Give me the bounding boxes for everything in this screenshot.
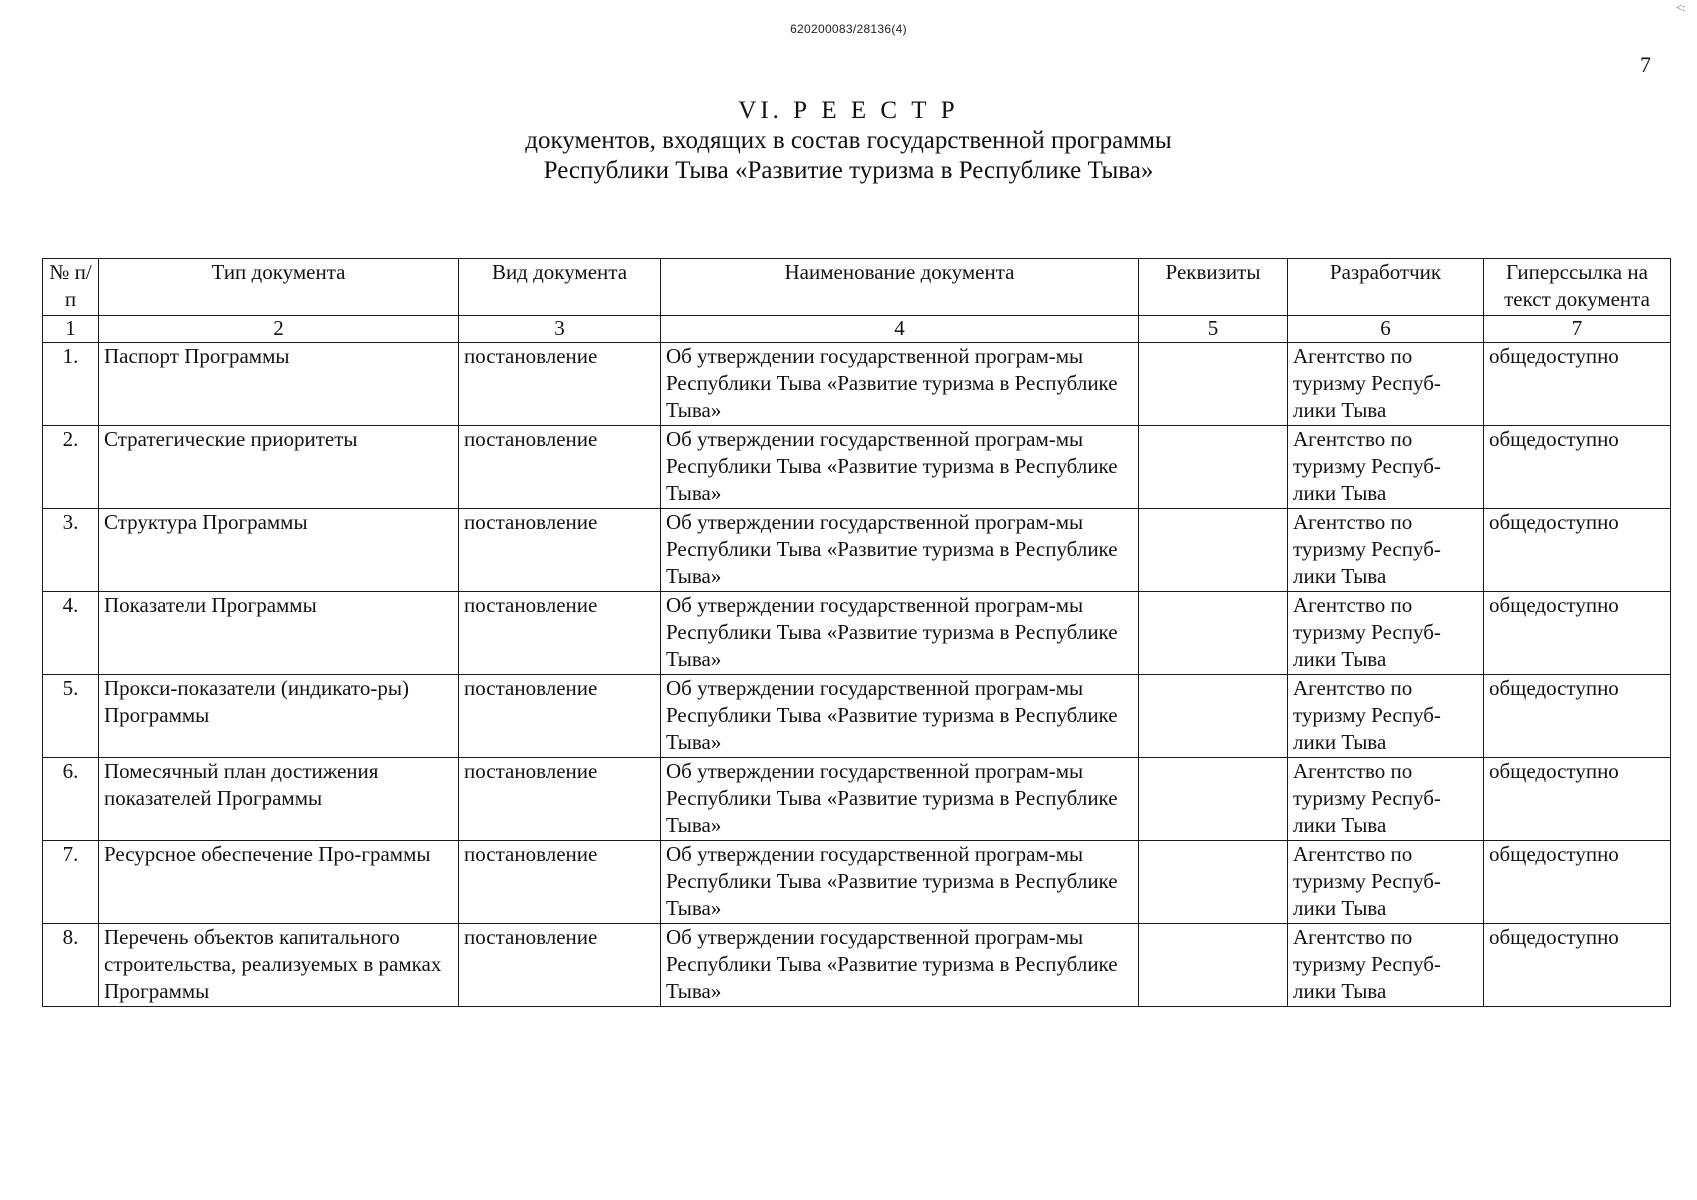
scan-mark: <:	[1676, 2, 1686, 14]
doc-name-cell: Об утверждении государственной програм-мы Республики Тыва «Развитие туризма в Республике Тыва»	[661, 509, 1139, 592]
column-number: 6	[1288, 316, 1484, 343]
row-number: 4.	[43, 592, 99, 675]
hyperlink-cell: общедоступно	[1484, 592, 1671, 675]
table-row	[43, 509, 1671, 592]
requisites-cell	[1139, 675, 1288, 758]
doc-kind-cell: постановление	[459, 924, 661, 1007]
requisites-cell	[1139, 841, 1288, 924]
table-row	[43, 592, 1671, 675]
hyperlink-cell: общедоступно	[1484, 675, 1671, 758]
header-number: № п/п	[43, 259, 99, 316]
doc-type-cell: Показатели Программы	[99, 592, 459, 675]
table-row	[43, 841, 1671, 924]
header-doc-kind: Вид документа	[459, 259, 661, 316]
row-number: 7.	[43, 841, 99, 924]
doc-kind-cell: постановление	[459, 675, 661, 758]
doc-type-cell: Стратегические приоритеты	[99, 426, 459, 509]
title-subline-2: Республики Тыва «Развитие туризма в Республике Тыва»	[543, 157, 1154, 184]
document-title	[0, 96, 1697, 186]
document-id: 620200083/28136(4)	[790, 22, 907, 36]
doc-type-cell: Паспорт Программы	[99, 343, 459, 426]
header-doc-name: Наименование документа	[661, 259, 1139, 316]
row-number: 5.	[43, 675, 99, 758]
title-heading: VI. Р Е Е С Т Р	[738, 97, 959, 124]
doc-type-cell: Структура Программы	[99, 509, 459, 592]
column-number-row	[43, 316, 1671, 343]
row-number: 3.	[43, 509, 99, 592]
doc-kind-cell: постановление	[459, 426, 661, 509]
header-hyperlink: Гиперссылка на текст документа	[1484, 259, 1671, 316]
developer-cell: Агентство по туризму Респуб-лики Тыва	[1288, 592, 1484, 675]
table-row	[43, 426, 1671, 509]
doc-name-cell: Об утверждении государственной програм-мы Республики Тыва «Развитие туризма в Республике Тыва»	[661, 841, 1139, 924]
doc-type-cell: Помесячный план достижения показателей Программы	[99, 758, 459, 841]
title-subline-1: документов, входящих в состав государственной программы	[525, 127, 1172, 154]
hyperlink-cell: общедоступно	[1484, 758, 1671, 841]
column-number: 7	[1484, 316, 1671, 343]
developer-cell: Агентство по туризму Респуб-лики Тыва	[1288, 343, 1484, 426]
registry-table	[42, 258, 1671, 1007]
column-number: 5	[1139, 316, 1288, 343]
hyperlink-cell: общедоступно	[1484, 343, 1671, 426]
table-row	[43, 758, 1671, 841]
doc-name-cell: Об утверждении государственной програм-мы Республики Тыва «Развитие туризма в Республике Тыва»	[661, 343, 1139, 426]
developer-cell: Агентство по туризму Респуб-лики Тыва	[1288, 841, 1484, 924]
requisites-cell	[1139, 509, 1288, 592]
developer-cell: Агентство по туризму Респуб-лики Тыва	[1288, 924, 1484, 1007]
hyperlink-cell: общедоступно	[1484, 841, 1671, 924]
doc-name-cell: Об утверждении государственной програм-мы Республики Тыва «Развитие туризма в Республике Тыва»	[661, 675, 1139, 758]
page-number: 7	[1640, 52, 1651, 77]
header-doc-type: Тип документа	[99, 259, 459, 316]
developer-cell: Агентство по туризму Респуб-лики Тыва	[1288, 675, 1484, 758]
requisites-cell	[1139, 758, 1288, 841]
row-number: 1.	[43, 343, 99, 426]
developer-cell: Агентство по туризму Респуб-лики Тыва	[1288, 509, 1484, 592]
column-number: 4	[661, 316, 1139, 343]
doc-kind-cell: постановление	[459, 509, 661, 592]
doc-name-cell: Об утверждении государственной програм-мы Республики Тыва «Развитие туризма в Республике Тыва»	[661, 924, 1139, 1007]
table-row	[43, 675, 1671, 758]
table-row	[43, 924, 1671, 1007]
column-number: 3	[459, 316, 661, 343]
doc-type-cell: Ресурсное обеспечение Про-граммы	[99, 841, 459, 924]
doc-name-cell: Об утверждении государственной програм-мы Республики Тыва «Развитие туризма в Республике Тыва»	[661, 592, 1139, 675]
hyperlink-cell: общедоступно	[1484, 426, 1671, 509]
column-number: 2	[99, 316, 459, 343]
header-developer: Разработчик	[1288, 259, 1484, 316]
hyperlink-cell: общедоступно	[1484, 924, 1671, 1007]
doc-type-cell: Прокси-показатели (индикато-ры) Программы	[99, 675, 459, 758]
header-requisites: Реквизиты	[1139, 259, 1288, 316]
doc-type-cell: Перечень объектов капитального строительства, реализуемых в рамках Программы	[99, 924, 459, 1007]
table-row	[43, 343, 1671, 426]
doc-kind-cell: постановление	[459, 343, 661, 426]
doc-kind-cell: постановление	[459, 758, 661, 841]
row-number: 8.	[43, 924, 99, 1007]
requisites-cell	[1139, 592, 1288, 675]
row-number: 6.	[43, 758, 99, 841]
table-header-row	[43, 259, 1671, 316]
requisites-cell	[1139, 426, 1288, 509]
doc-name-cell: Об утверждении государственной програм-мы Республики Тыва «Развитие туризма в Республике Тыва»	[661, 426, 1139, 509]
column-number: 1	[43, 316, 99, 343]
requisites-cell	[1139, 343, 1288, 426]
developer-cell: Агентство по туризму Респуб-лики Тыва	[1288, 426, 1484, 509]
developer-cell: Агентство по туризму Респуб-лики Тыва	[1288, 758, 1484, 841]
doc-kind-cell: постановление	[459, 592, 661, 675]
doc-name-cell: Об утверждении государственной програм-мы Республики Тыва «Развитие туризма в Республике Тыва»	[661, 758, 1139, 841]
row-number: 2.	[43, 426, 99, 509]
doc-kind-cell: постановление	[459, 841, 661, 924]
hyperlink-cell: общедоступно	[1484, 509, 1671, 592]
requisites-cell	[1139, 924, 1288, 1007]
